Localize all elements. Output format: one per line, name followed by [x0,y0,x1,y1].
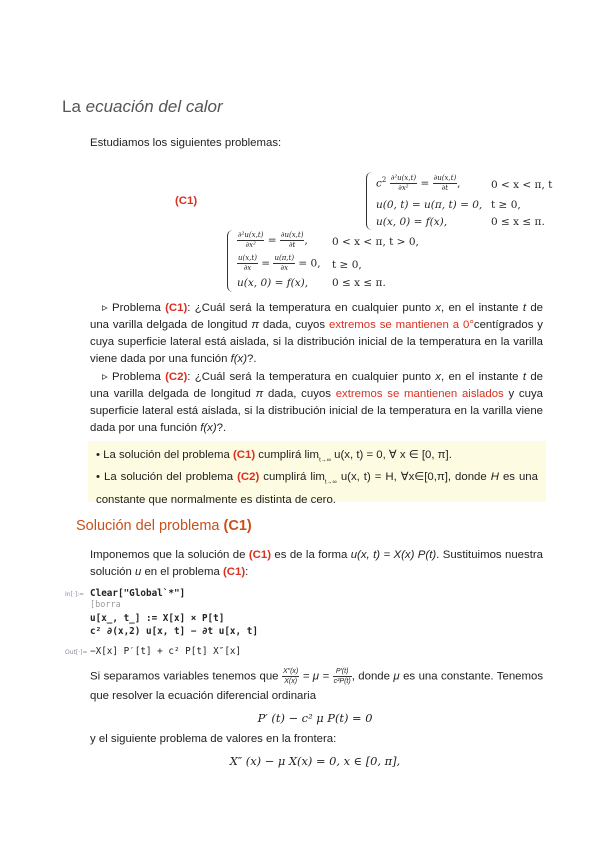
system1-row2: u(0, t) = u(π, t) = 0, [376,199,483,211]
notes-box [88,441,546,506]
equation-system-2 [227,230,427,292]
intro-text: Estudiamos los siguientes problemas: [90,137,282,149]
note-c1: • La solución del problema (C1) cumplirá $\lim_{t\to\infty} u(x$, t) = 0, ∀ x ∈ [0, π]. [96,449,452,464]
separation-paragraph: Si separamos variables tenemos que $\frac{X''(x)}{X(x)}$ = μ = $\frac{P'(t)}{\text{c²P(t)}}$ , donde μ es una constante. Tenemos que resolver la ecuación diferencial ordinaria [90,668,544,702]
system1-row3: u(x, 0) = f(x), [376,216,448,228]
ode-equation: P′ (t) − c² μ P(t) = 0 [257,711,373,725]
c1-label: (C1) [175,195,198,207]
code-line-define-u[interactable]: u[x_, t_] := X[x] × P[t] [90,613,225,624]
boundary-intro: y el siguiente problema de valores en la frontera: [90,733,337,745]
system2-row3: u(x, 0) = f(x), [237,277,309,289]
code-line-clear[interactable]: Clear["Global`*"] [90,588,186,599]
problem-c1-paragraph: ▹ Problema (C1): ¿Cuál será la temperatura en cualquier punto x, en el instante t de una varilla delgada de longitud π dada, cuyos extremos se mantienen a 0°centígrados y cuya superficie lateral está aislada, si la distribución inicial de la temperatura en la varilla viene dada por una función f(x)?. [90,302,544,365]
output-cell-label: Out[·]= [65,649,88,656]
system2-cond3: 0 ≤ x ≤ π. [332,277,386,289]
code-hint-borra: [borra [90,600,121,610]
bvp-equation: X″ (x) − μ X(x) = 0, x ∈ [0, π], [229,754,401,768]
page-title: La ecuación del calor [62,97,223,116]
system1-cond3: 0 ≤ x ≤ π. [491,216,545,228]
equation-system-1 [366,172,556,230]
system1-cond1: 0 < x < π, t [491,179,553,191]
problem-c2-paragraph: ▹ Problema (C2): ¿Cuál será la temperatura en cualquier punto x, en el instante t de una varilla delgada de longitud π dada, cuyos extremos se mantienen aislados y cuya superficie lateral está aislada, si la distribución inicial de la temperatura en la varilla viene dada por una función f(x)?. [90,371,544,434]
section-title: Solución del problema (C1) [76,518,252,534]
system2-cond2: t ≥ 0, [332,259,362,271]
code-output: −X[x] P′[t] + c² P[t] X″[x] [90,646,242,657]
system2-row1: $\frac{\text{∂²u(x,t)}}{\text{∂x²}}$ = $\frac{\partial u(x,t)}{\partial t}$ , [238,231,308,249]
code-line-pde[interactable]: c² ∂(x,2) u[x, t] − ∂t u[x, t] [90,626,258,637]
system1-cond2: t ≥ 0, [491,199,521,211]
solution-intro: Imponemos que la solución de (C1) es de la forma u(x, t) = X(x) P(t). Sustituimos nuestra solución u en el problema (C1): [90,549,543,578]
input-cell-label: In[·]:= [65,591,85,598]
brace [227,230,236,292]
system2-row2: $\frac{u(x,t)}{\partial x}$ = $\frac{u(\pi,t)}{\partial x}$ = 0, [238,254,321,272]
brace [366,172,375,230]
note-c2: • La solución del problema (C2) cumplirá $\lim_{t\to\infty} u(x$, t) = H, ∀x∈[0,π], donde H es una constante que normalmente es distinta de cero. [96,471,538,506]
system2-cond1: 0 < x < π, t > 0, [332,236,419,248]
system1-row1: $c^2$ $\frac{\text{∂²u(x,t)}}{\text{∂x²}}$ = $\frac{\partial u(x,t)}{\partial t}$ , [376,174,461,192]
